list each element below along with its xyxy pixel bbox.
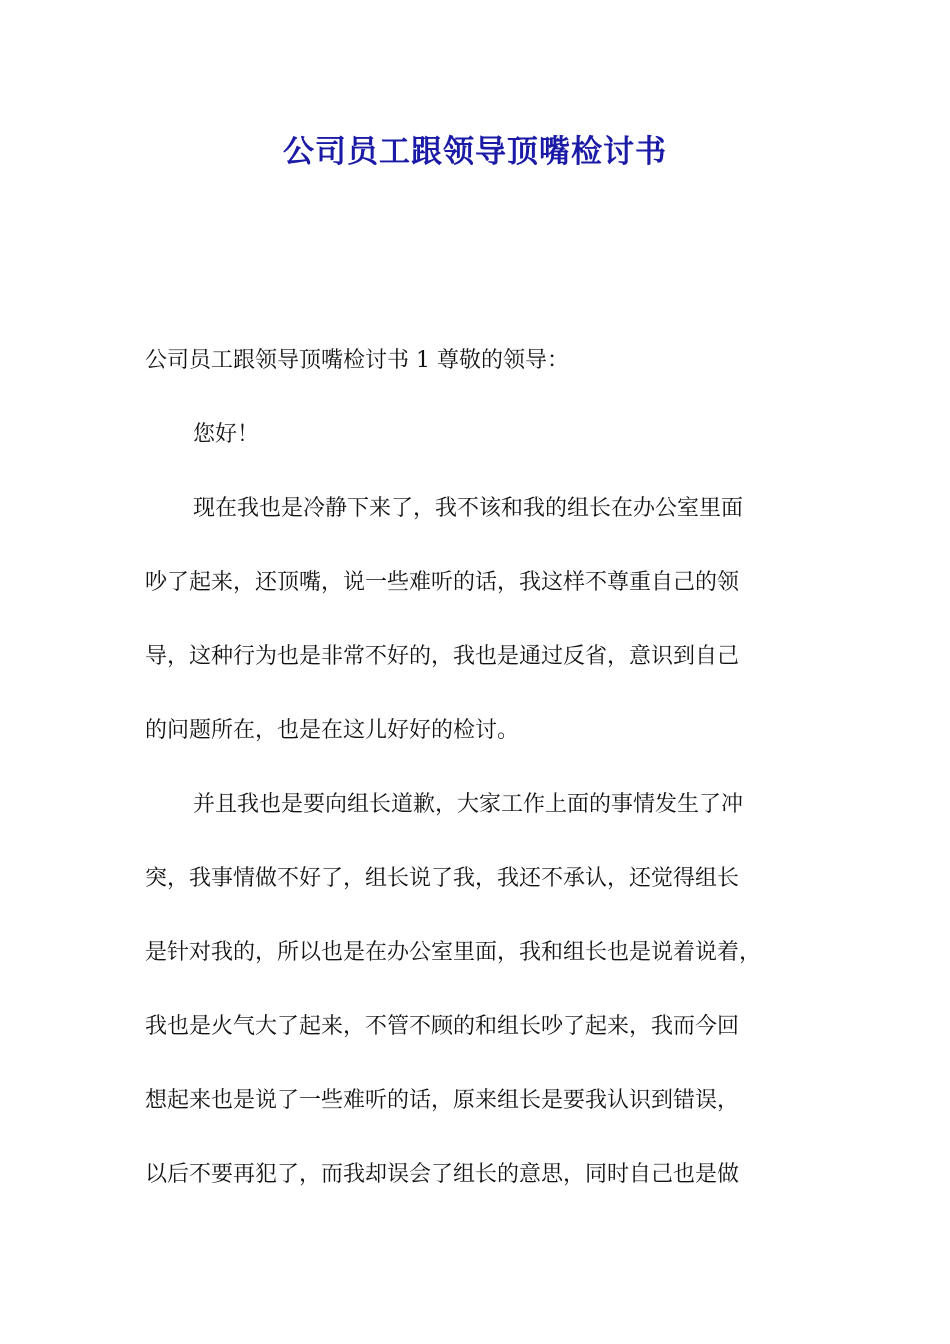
document-title: 公司员工跟领导顶嘴检讨书 <box>283 134 667 170</box>
text-line: 以后不要再犯了，而我却误会了组长的意思，同时自己也是做 <box>145 1162 740 1187</box>
paragraph-greeting-heading <box>145 337 835 385</box>
text-line: 公司员工跟领导顶嘴检讨书 1 尊敬的领导： <box>145 348 569 373</box>
text-line: 并且我也是要向组长道歉，大家工作上面的事情发生了冲 <box>193 792 744 817</box>
text-line: 的问题所在，也是在这儿好好的检讨。 <box>145 718 520 743</box>
text-line: 您好！ <box>193 422 260 447</box>
text-line: 我也是火气大了起来，不管不顾的和组长吵了起来，我而今回 <box>145 1014 740 1039</box>
paragraph-apology <box>145 781 835 1199</box>
text-line: 吵了起来，还顶嘴，说一些难听的话，我这样不尊重自己的领 <box>145 570 740 595</box>
text-line: 是针对我的，所以也是在办公室里面，我和组长也是说着说着， <box>145 940 762 965</box>
paragraph-reflection <box>145 485 835 755</box>
document-body <box>145 337 835 1225</box>
text-line: 现在我也是冷静下来了，我不该和我的组长在办公室里面 <box>193 496 744 521</box>
text-line: 突，我事情做不好了，组长说了我，我还不承认，还觉得组长 <box>145 866 740 891</box>
text-line: 想起来也是说了一些难听的话，原来组长是要我认识到错误， <box>145 1088 740 1113</box>
paragraph-salutation <box>145 411 835 459</box>
text-line: 导，这种行为也是非常不好的，我也是通过反省，意识到自己 <box>145 644 740 669</box>
